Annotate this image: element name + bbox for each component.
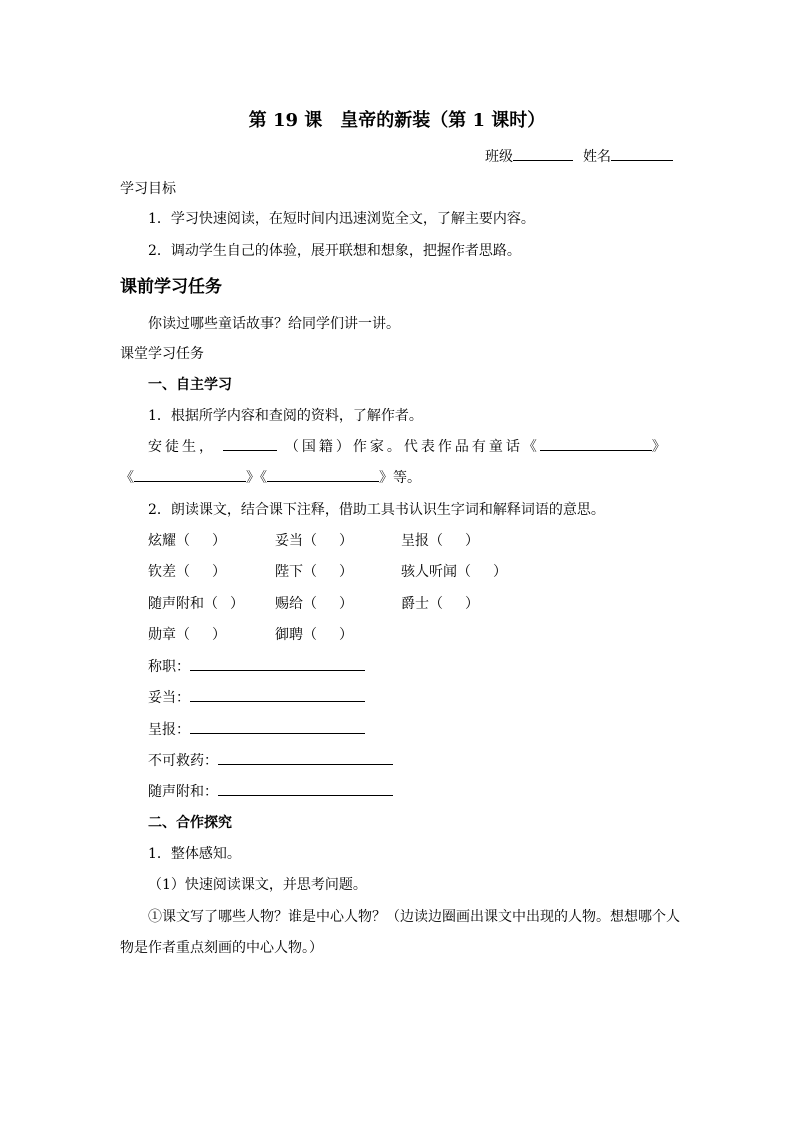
definition-item[interactable]: 不可救药： bbox=[148, 750, 393, 770]
definition-blank[interactable] bbox=[190, 687, 365, 702]
class-blank[interactable] bbox=[513, 146, 573, 161]
goal-item: 1．学习快速阅读，在短时间内迅速浏览全文，了解主要内容。 bbox=[148, 211, 535, 227]
goals-heading: 学习目标 bbox=[120, 181, 176, 197]
author-text-d: 《 bbox=[120, 470, 134, 486]
word-item[interactable]: 妥当（ ） bbox=[275, 533, 353, 549]
question-words: 2．朗读课文，结合课下注释，借助工具书认识生字词和解释词语的意思。 bbox=[148, 502, 605, 518]
sub-question: （1）快速阅读课文，并思考问题。 bbox=[148, 877, 367, 893]
nationality-blank[interactable] bbox=[223, 436, 277, 451]
word-item[interactable]: 炫耀（ ） bbox=[148, 533, 226, 549]
work-blank-3[interactable] bbox=[267, 467, 379, 482]
word-item[interactable]: 骇人听闻（ ） bbox=[401, 564, 507, 580]
definition-blank[interactable] bbox=[218, 750, 393, 765]
word-item[interactable]: 爵士（ ） bbox=[401, 596, 479, 612]
author-text-b: （国籍）作家。代表作品有童话《 bbox=[284, 439, 540, 455]
page-title: 第 19 课 皇帝的新装（第 1 课时） bbox=[248, 110, 546, 131]
word-item[interactable]: 陛下（ ） bbox=[275, 564, 353, 580]
question-item-line-1: ①课文写了哪些人物？谁是中心人物？（边读边圈画出课文中出现的人物。想想哪个人 bbox=[148, 909, 680, 925]
question-overall: 1．整体感知。 bbox=[148, 846, 241, 862]
author-text-f: 》等。 bbox=[379, 470, 421, 486]
word-item[interactable]: 赐给（ ） bbox=[275, 596, 353, 612]
name-label: 姓名 bbox=[583, 149, 611, 165]
definition-item[interactable]: 妥当： bbox=[148, 687, 365, 707]
pre-task-text: 你读过哪些童话故事？给同学们讲一讲。 bbox=[148, 316, 400, 332]
author-fill-line-1 bbox=[148, 436, 669, 456]
author-text-e: 》《 bbox=[246, 470, 267, 486]
question-item-line-2: 物是作者重点刻画的中心人物。） bbox=[120, 940, 323, 956]
word-item[interactable]: 御聘（ ） bbox=[275, 627, 353, 643]
word-item[interactable]: 勋章（ ） bbox=[148, 627, 226, 643]
definition-blank[interactable] bbox=[190, 719, 365, 734]
name-field[interactable] bbox=[583, 146, 673, 166]
author-text-a: 安徒生， bbox=[148, 439, 216, 455]
definition-item[interactable]: 随声附和： bbox=[148, 781, 393, 801]
author-fill-line-2 bbox=[120, 467, 421, 487]
pre-task-heading: 课前学习任务 bbox=[120, 277, 222, 297]
definition-item[interactable]: 称职： bbox=[148, 656, 365, 676]
work-blank-1[interactable] bbox=[540, 436, 652, 451]
class-task-heading: 课堂学习任务 bbox=[120, 346, 204, 362]
word-item[interactable]: 呈报（ ） bbox=[401, 533, 479, 549]
cooperation-heading: 二、合作探究 bbox=[148, 815, 232, 831]
class-label: 班级 bbox=[485, 149, 513, 165]
class-field[interactable] bbox=[485, 146, 573, 166]
word-item[interactable]: 随声附和（ ） bbox=[148, 596, 244, 612]
definition-item[interactable]: 呈报： bbox=[148, 719, 365, 739]
definition-blank[interactable] bbox=[190, 656, 365, 671]
self-study-heading: 一、自主学习 bbox=[148, 377, 232, 393]
question-author: 1．根据所学内容和查阅的资料，了解作者。 bbox=[148, 408, 423, 424]
work-blank-2[interactable] bbox=[134, 467, 246, 482]
word-item[interactable]: 钦差（ ） bbox=[148, 564, 226, 580]
author-text-c: 》 bbox=[651, 439, 669, 455]
goal-item: 2．调动学生自己的体验，展开联想和想象，把握作者思路。 bbox=[148, 243, 521, 259]
name-blank[interactable] bbox=[611, 146, 673, 161]
definition-blank[interactable] bbox=[218, 781, 393, 796]
